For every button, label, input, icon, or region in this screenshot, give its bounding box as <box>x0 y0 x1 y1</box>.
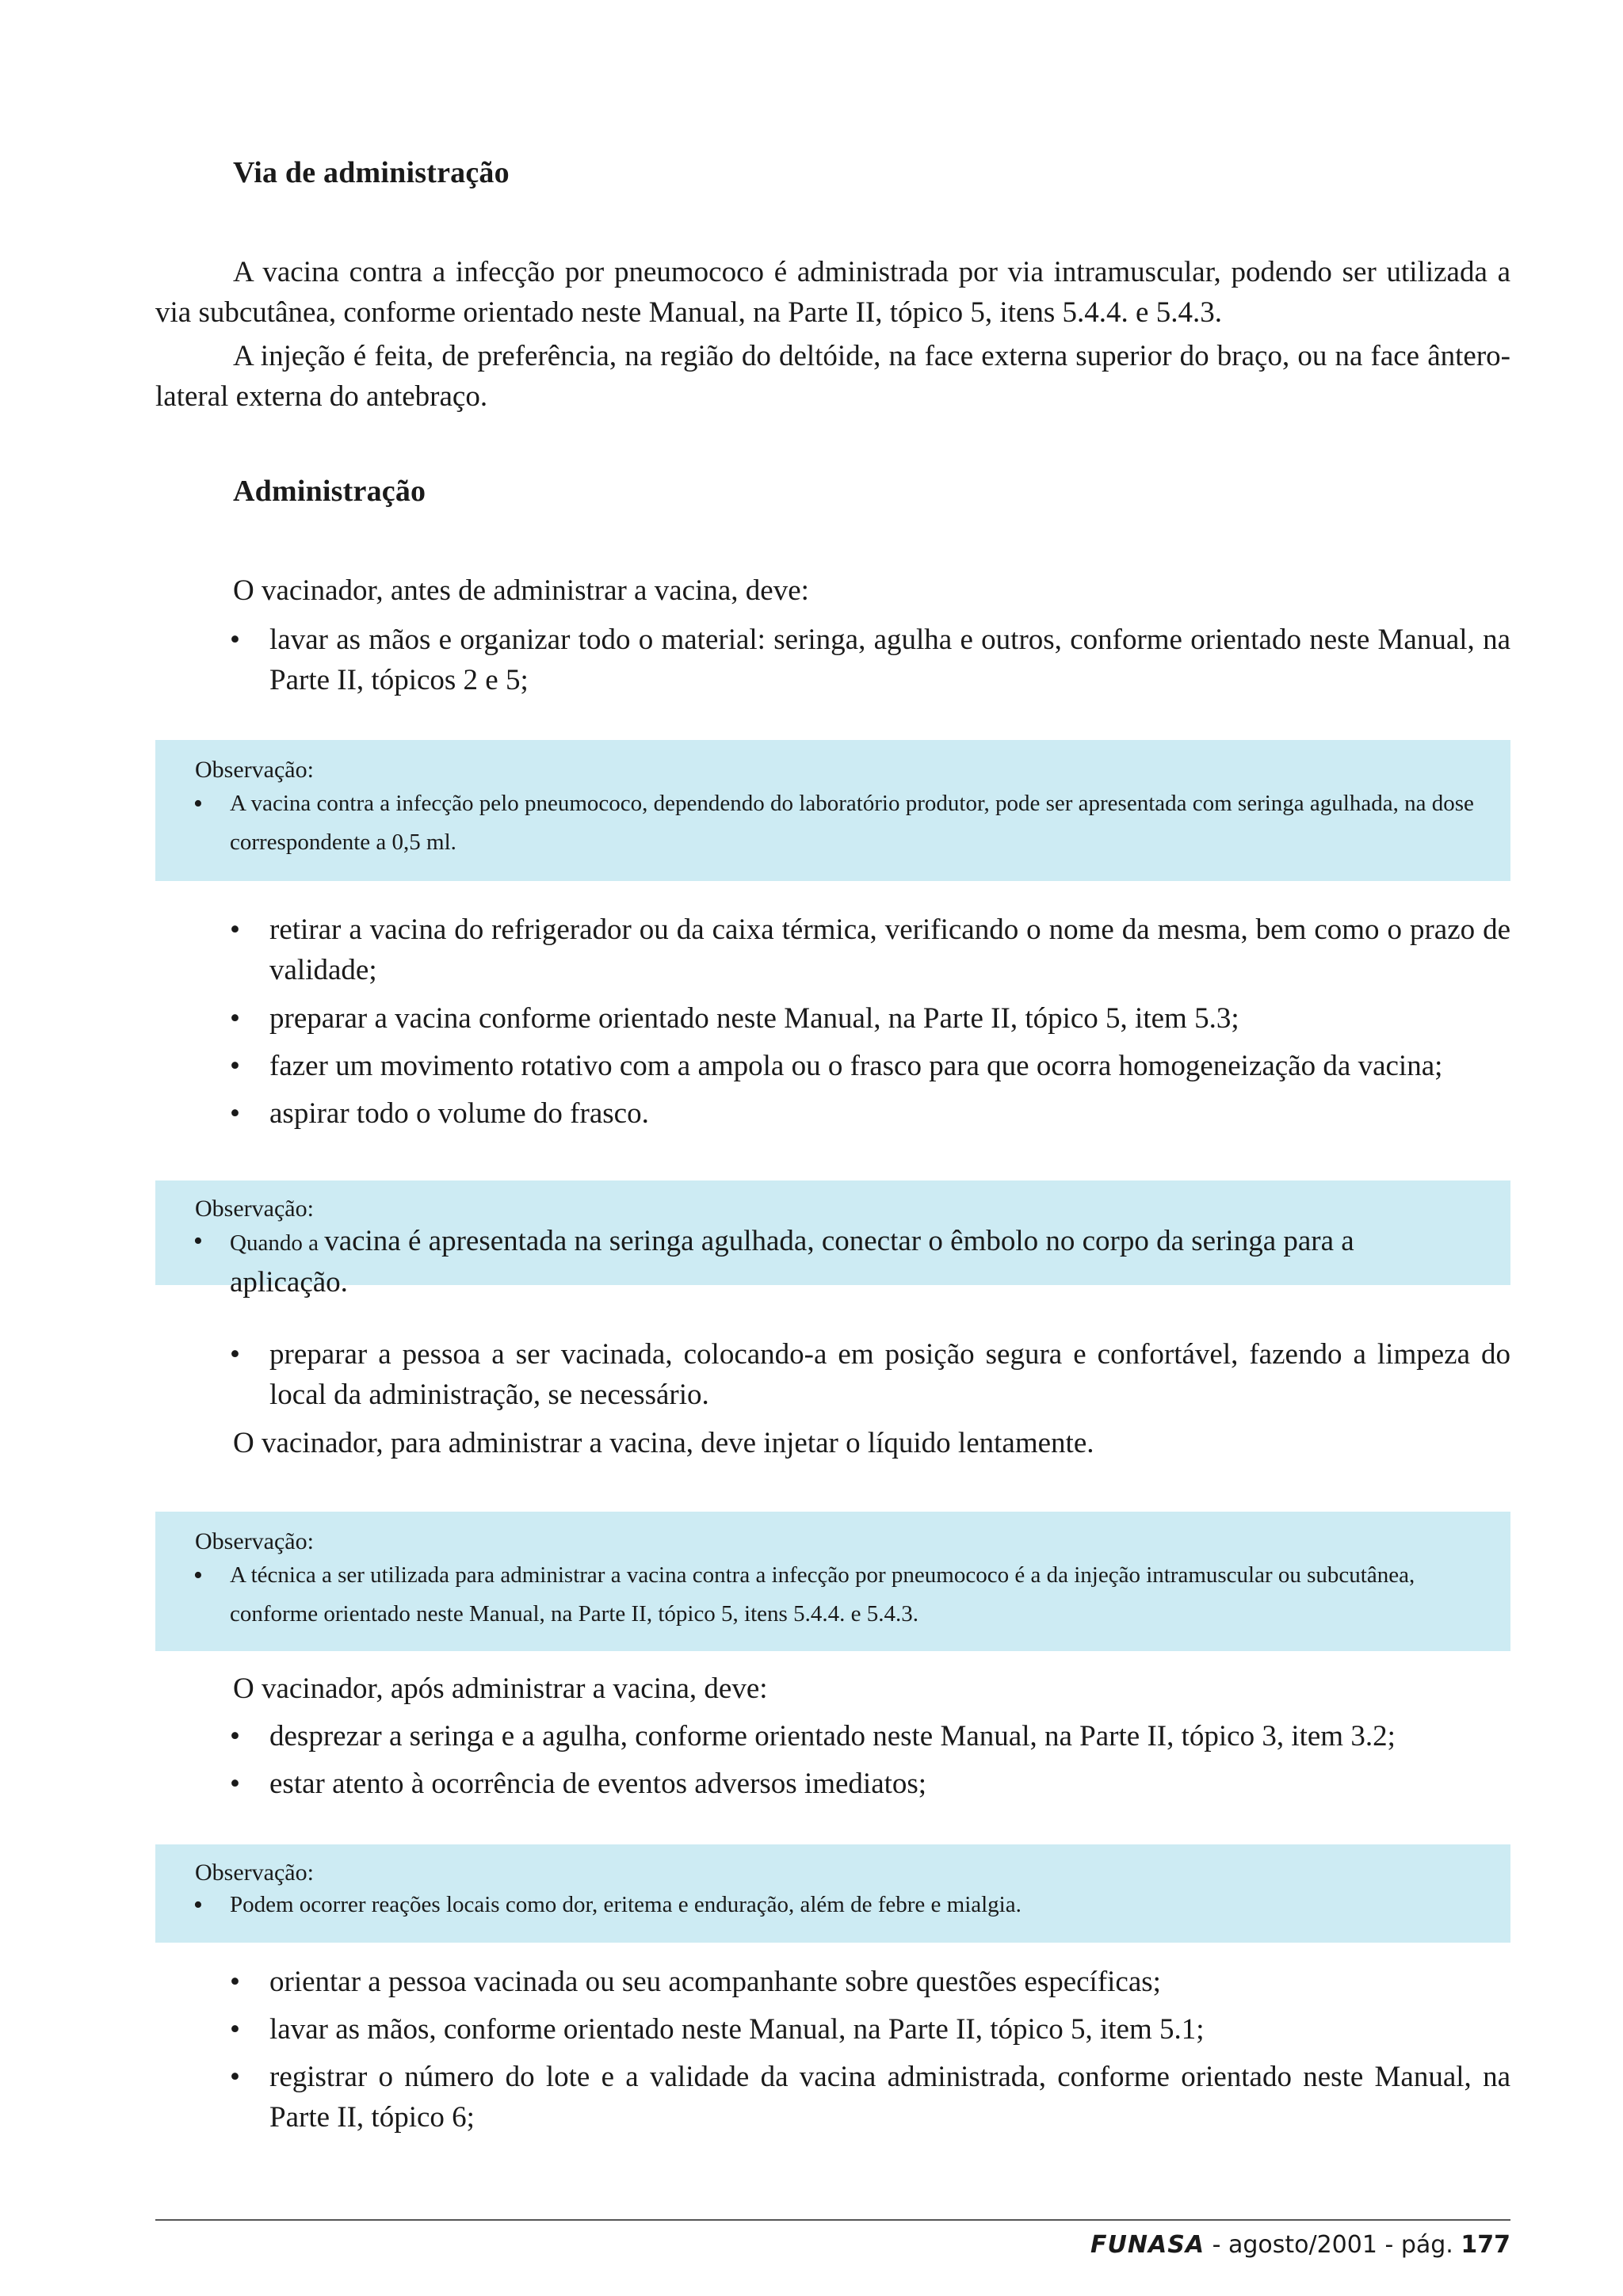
paragraph-via-1: A vacina contra a infecção por pneumococo é administrada por via intramuscular, podendo ser utilizada a via subcutânea, conforme orientado neste Manual, na Parte II, tópico 5, itens 5.4.4. e 5.4.3. <box>155 256 1510 329</box>
bullet-icon: • <box>230 913 240 946</box>
section-heading-via: Via de administração <box>233 156 510 189</box>
bullet-icon: • <box>230 2061 240 2093</box>
bullet-icon: • <box>230 1338 240 1371</box>
footer-date-text: - agosto/2001 - pág. <box>1205 2231 1461 2259</box>
bullet-icon: • <box>193 789 203 818</box>
list-item-text: fazer um movimento rotativo com a ampola ou o frasco para que ocorra homogeneização da vacina; <box>269 1050 1443 1082</box>
list-item <box>230 1962 1510 2002</box>
bullet-icon: • <box>193 1561 203 1590</box>
observation-text: A técnica a ser utilizada para administrar a vacina contra a infecção por pneumococo é a da injeção intramuscular ou subcutânea, conforme orientado neste Manual, na Parte II, tópico 5, itens 5.4.4. e 5.4.3. <box>230 1562 1415 1627</box>
bullet-icon: • <box>230 1966 240 1998</box>
list-item-text: preparar a pessoa a ser vacinada, colocando-a em posição segura e confortável, fazendo a limpeza do local da administração, se necessário. <box>269 1338 1510 1411</box>
list-item-text: aspirar todo o volume do frasco. <box>269 1097 649 1130</box>
list-item-text: orientar a pessoa vacinada ou seu acompanhante sobre questões específicas; <box>269 1966 1161 1998</box>
list-item-text: preparar a vacina conforme orientado neste Manual, na Parte II, tópico 5, item 5.3; <box>269 1002 1239 1035</box>
bullet-icon: • <box>230 1002 240 1035</box>
observation-title: Observação: <box>195 1859 314 1886</box>
intro-before: O vacinador, antes de administrar a vacina, deve: <box>233 574 809 607</box>
bullet-icon: • <box>193 1890 203 1920</box>
bullet-icon: • <box>230 1720 240 1753</box>
list-item <box>230 1764 1510 1804</box>
during-administration-text: O vacinador, para administrar a vacina, deve injetar o líquido lentamente. <box>233 1427 1094 1459</box>
page-number: 177 <box>1461 2231 1510 2259</box>
observation-item <box>193 784 1479 862</box>
observation-box <box>155 1180 1510 1299</box>
bullet-icon: • <box>230 2013 240 2046</box>
observation-box <box>155 1844 1510 1943</box>
observation-box <box>155 740 1510 881</box>
bullet-icon: • <box>193 1226 203 1256</box>
observation-text: A vacina contra a infecção pelo pneumococo, dependendo do laboratório produtor, pode ser apresentada com seringa agulhada, na dose correspondente a 0,5 ml. <box>230 791 1474 855</box>
list-item-text: registrar o número do lote e a validade da vacina administrada, conforme orientado neste Manual, na Parte II, tópico 6; <box>269 2061 1510 2134</box>
list-item-text: lavar as mãos e organizar todo o material: seringa, agulha e outros, conforme orientado neste Manual, na Parte II, tópicos 2 e 5; <box>269 624 1510 696</box>
list-item <box>230 620 1510 700</box>
footer-brand: FUNASA <box>1090 2231 1205 2259</box>
footer-divider <box>155 2219 1510 2221</box>
list-item-text: estar atento à ocorrência de eventos adversos imediatos; <box>269 1768 927 1800</box>
list-item <box>230 1334 1510 1415</box>
list-item <box>230 1093 1510 1134</box>
list-item <box>230 1046 1510 1086</box>
observation-text: Podem ocorrer reações locais como dor, eritema e enduração, além de febre e mialgia. <box>230 1892 1022 1917</box>
observation-item <box>193 1556 1479 1634</box>
list-item-text: lavar as mãos, conforme orientado neste Manual, na Parte II, tópico 5, item 5.1; <box>269 2013 1205 2046</box>
observation-text-small: Quando a <box>230 1230 325 1256</box>
bullet-icon: • <box>230 624 240 656</box>
list-item <box>230 2009 1510 2050</box>
observation-title: Observação: <box>195 1528 314 1554</box>
paragraph-via-2: A injeção é feita, de preferência, na região do deltóide, na face externa superior do braço, ou na face ântero-lateral externa do antebraço. <box>155 340 1510 413</box>
list-item-text: desprezar a seringa e a agulha, conforme orientado neste Manual, na Parte II, tópico 3, item 3.2; <box>269 1720 1396 1753</box>
section-heading-administracao: Administração <box>233 475 426 508</box>
intro-after: O vacinador, após administrar a vacina, deve: <box>233 1672 768 1705</box>
list-item <box>230 910 1510 990</box>
bullet-icon: • <box>230 1050 240 1082</box>
page-footer <box>1090 2231 1510 2260</box>
observation-title: Observação: <box>195 1196 314 1222</box>
list-item <box>230 998 1510 1039</box>
bullet-icon: • <box>230 1097 240 1130</box>
list-item <box>230 2057 1510 2138</box>
list-item <box>230 1716 1510 1756</box>
observation-item <box>193 1222 1479 1304</box>
bullet-icon: • <box>230 1768 240 1800</box>
observation-title: Observação: <box>195 757 314 783</box>
observation-box <box>155 1512 1510 1651</box>
observation-text <box>230 1222 1479 1304</box>
observation-item <box>193 1886 1479 1924</box>
list-item-text: retirar a vacina do refrigerador ou da caixa térmica, verificando o nome da mesma, bem como o prazo de validade; <box>269 913 1510 986</box>
observation-text-large: vacina é apresentada na seringa agulhada, conectar o êmbolo no corpo da seringa para a aplicação. <box>230 1225 1354 1299</box>
